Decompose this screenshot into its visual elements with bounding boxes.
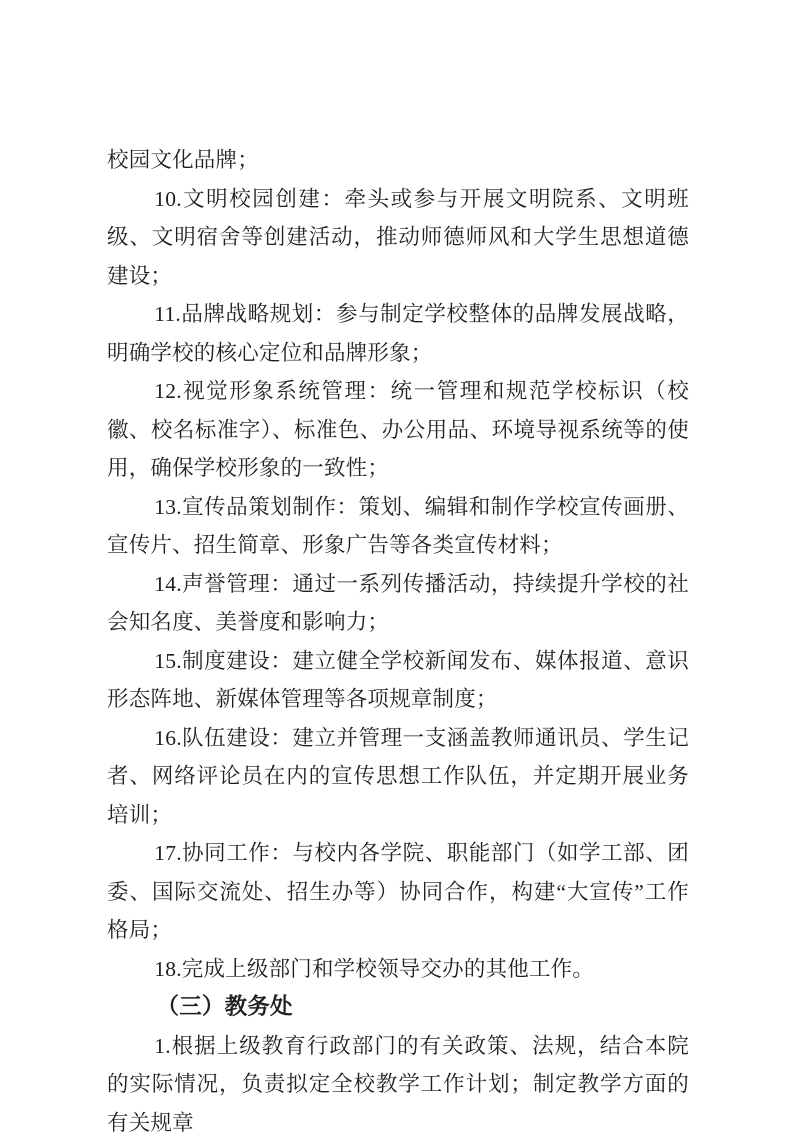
paragraph-item-10: 10.文明校园创建：牵头或参与开展文明院系、文明班级、文明宿舍等创建活动，推动师德师风和大学生思想道德建设； (107, 180, 689, 296)
paragraph-continuation: 校园文化品牌； (107, 141, 689, 180)
paragraph-item-15: 15.制度建设：建立健全学校新闻发布、媒体报道、意识形态阵地、新媒体管理等各项规章制度； (107, 642, 689, 719)
paragraph-item-1: 1.根据上级教育行政部门的有关政策、法规，结合本院的实际情况，负责拟定全校教学工作计划；制定教学方面的有关规章 (107, 1027, 689, 1142)
text-block (107, 141, 689, 1142)
section-heading-jiaowuchu: （三）教务处 (107, 988, 689, 1027)
paragraph-item-13: 13.宣传品策划制作：策划、编辑和制作学校宣传画册、宣传片、招生简章、形象广告等各类宣传材料； (107, 488, 689, 565)
paragraph-item-18: 18.完成上级部门和学校领导交办的其他工作。 (107, 950, 689, 989)
paragraph-item-16: 16.队伍建设：建立并管理一支涵盖教师通讯员、学生记者、网络评论员在内的宣传思想工作队伍，并定期开展业务培训； (107, 719, 689, 835)
paragraph-item-17: 17.协同工作：与校内各学院、职能部门（如学工部、团委、国际交流处、招生办等）协同合作，构建“大宣传”工作格局； (107, 834, 689, 950)
paragraph-item-11: 11.品牌战略规划：参与制定学校整体的品牌发展战略，明确学校的核心定位和品牌形象； (107, 295, 689, 372)
paragraph-item-12: 12.视觉形象系统管理：统一管理和规范学校标识（校徽、校名标准字）、标准色、办公用品、环境导视系统等的使用，确保学校形象的一致性； (107, 372, 689, 488)
paragraph-item-14: 14.声誉管理：通过一系列传播活动，持续提升学校的社会知名度、美誉度和影响力； (107, 565, 689, 642)
